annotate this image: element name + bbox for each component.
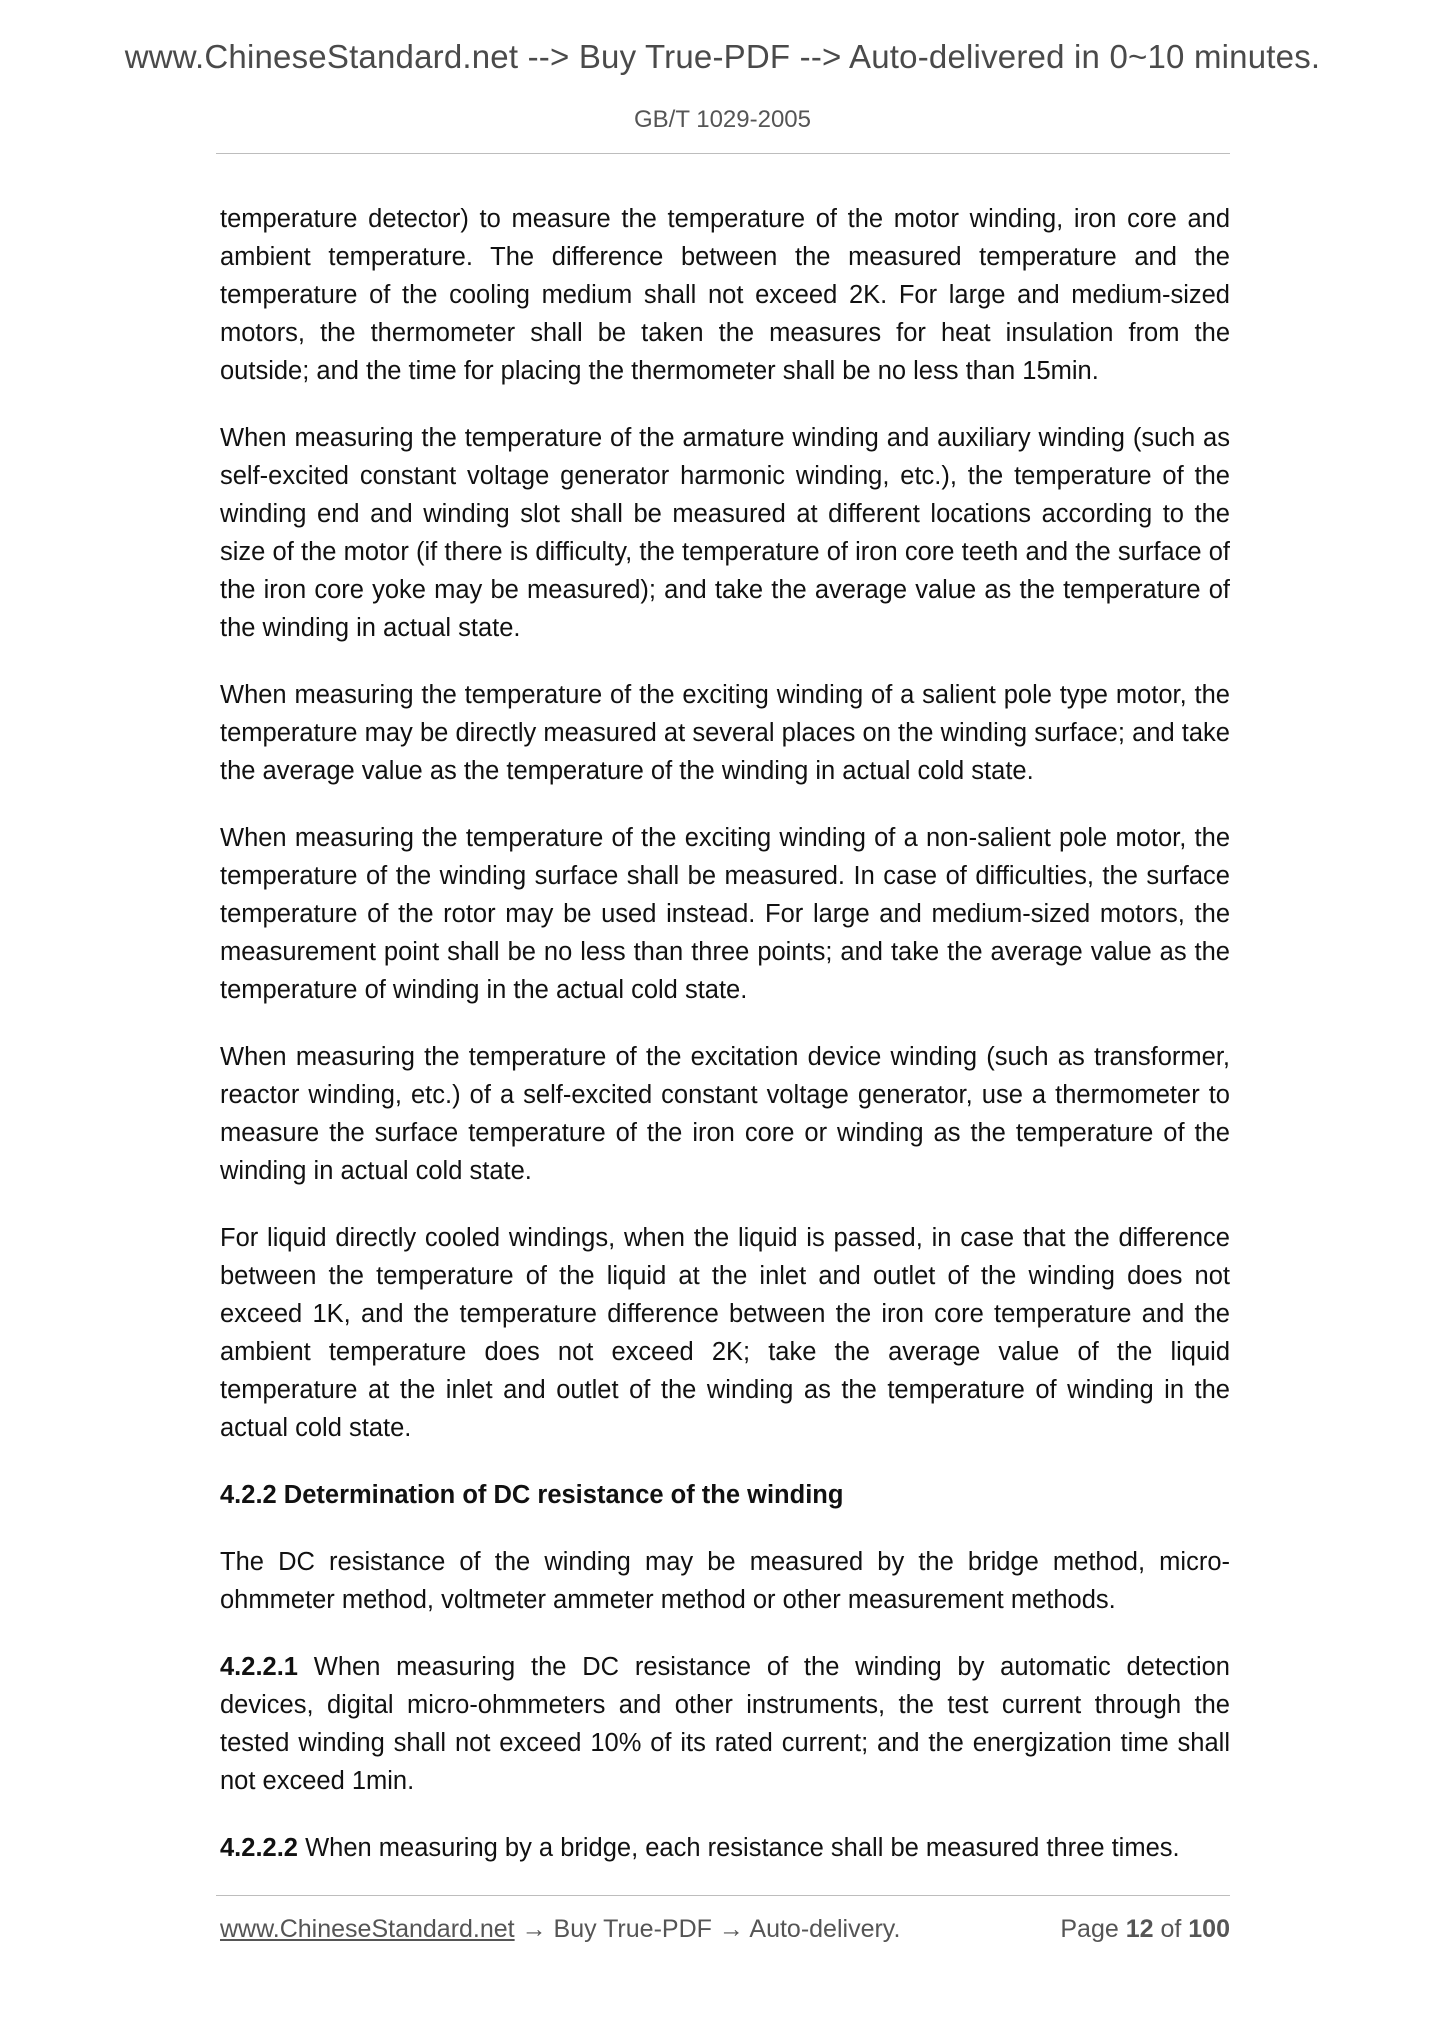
page-label: Page (1060, 1915, 1126, 1943)
paragraph: temperature detector) to measure the temperature of the motor winding, iron core and ambient temperature. The difference between the measured temperature and the temperature of the cooling medium shall not exceed 2K. For large and medium-sized motors, the thermometer shall be taken the measures for heat insulation from the outside; and the time for placing the thermometer shall be no less than 15min. (220, 205, 1230, 385)
clause-number: 4.2.2.1 (220, 1653, 298, 1681)
clause-4-2-2-1 (220, 1648, 1230, 1800)
clause-4-2-2-2 (220, 1829, 1230, 1867)
paragraph: For liquid directly cooled windings, when the liquid is passed, in case that the difference between the temperature of the liquid at the inlet and outlet of the winding does not exceed 1K, and the temperature difference between the iron core temperature and the ambient temperature does not exceed 2K; take the average value of the liquid temperature at the inlet and outlet of the winding as the temperature of winding in the actual cold state. (220, 1224, 1230, 1442)
top-banner: www.ChineseStandard.net --> Buy True-PDF --> Auto-delivered in 0~10 minutes. (124, 38, 1321, 75)
paragraph: When measuring the temperature of the armature winding and auxiliary winding (such as self-excited constant voltage generator harmonic winding, etc.), the temperature of the winding end and winding slot shall be measured at different locations according to the size of the motor (if there is difficulty, the temperature of iron core teeth and the surface of the iron core yoke may be measured); and take the average value as the temperature of the winding in actual state. (220, 424, 1230, 642)
total-pages: 100 (1188, 1915, 1230, 1943)
footer-divider (216, 1895, 1230, 1896)
page-indicator (1060, 1915, 1230, 1944)
page-number: 12 (1125, 1915, 1154, 1943)
clause-text: When measuring the DC resistance of the winding by automatic detection devices, digital micro-ohmmeters and other instruments, the test current through the tested winding shall not exceed 10% of its rated current; and the energization time shall not exceed 1min. (220, 1653, 1230, 1795)
header-divider (216, 153, 1230, 154)
paragraph: When measuring the temperature of the exciting winding of a non-salient pole motor, the temperature of the winding surface shall be measured. In case of difficulties, the surface temperature of the rotor may be used instead. For large and medium-sized motors, the measurement point shall be no less than three points; and take the average value as the temperature of winding in the actual cold state. (220, 824, 1230, 1004)
paragraph: When measuring the temperature of the excitation device winding (such as transformer, reactor winding, etc.) of a self-excited constant voltage generator, use a thermometer to measure the surface temperature of the iron core or winding as the temperature of the winding in actual cold state. (220, 1043, 1230, 1185)
paragraph: The DC resistance of the winding may be measured by the bridge method, micro-ohmmeter method, voltmeter ammeter method or other measurement methods. (220, 1548, 1230, 1614)
section-heading-4-2-2: 4.2.2 Determination of DC resistance of the winding (220, 1481, 844, 1509)
page-body (220, 200, 1230, 1896)
of-label: of (1153, 1915, 1189, 1943)
footer-tagline: → Buy True-PDF → Auto-delivery. (514, 1915, 901, 1943)
clause-text: When measuring by a bridge, each resistance shall be measured three times. (297, 1834, 1180, 1862)
paragraph: When measuring the temperature of the exciting winding of a salient pole type motor, the temperature may be directly measured at several places on the winding surface; and take the average value as the temperature of the winding in actual cold state. (220, 681, 1230, 785)
site-link[interactable]: www.ChineseStandard.net (220, 1915, 515, 1943)
clause-number: 4.2.2.2 (220, 1834, 298, 1862)
footer-left (220, 1915, 900, 1944)
document-code: GB/T 1029-2005 (633, 106, 811, 133)
